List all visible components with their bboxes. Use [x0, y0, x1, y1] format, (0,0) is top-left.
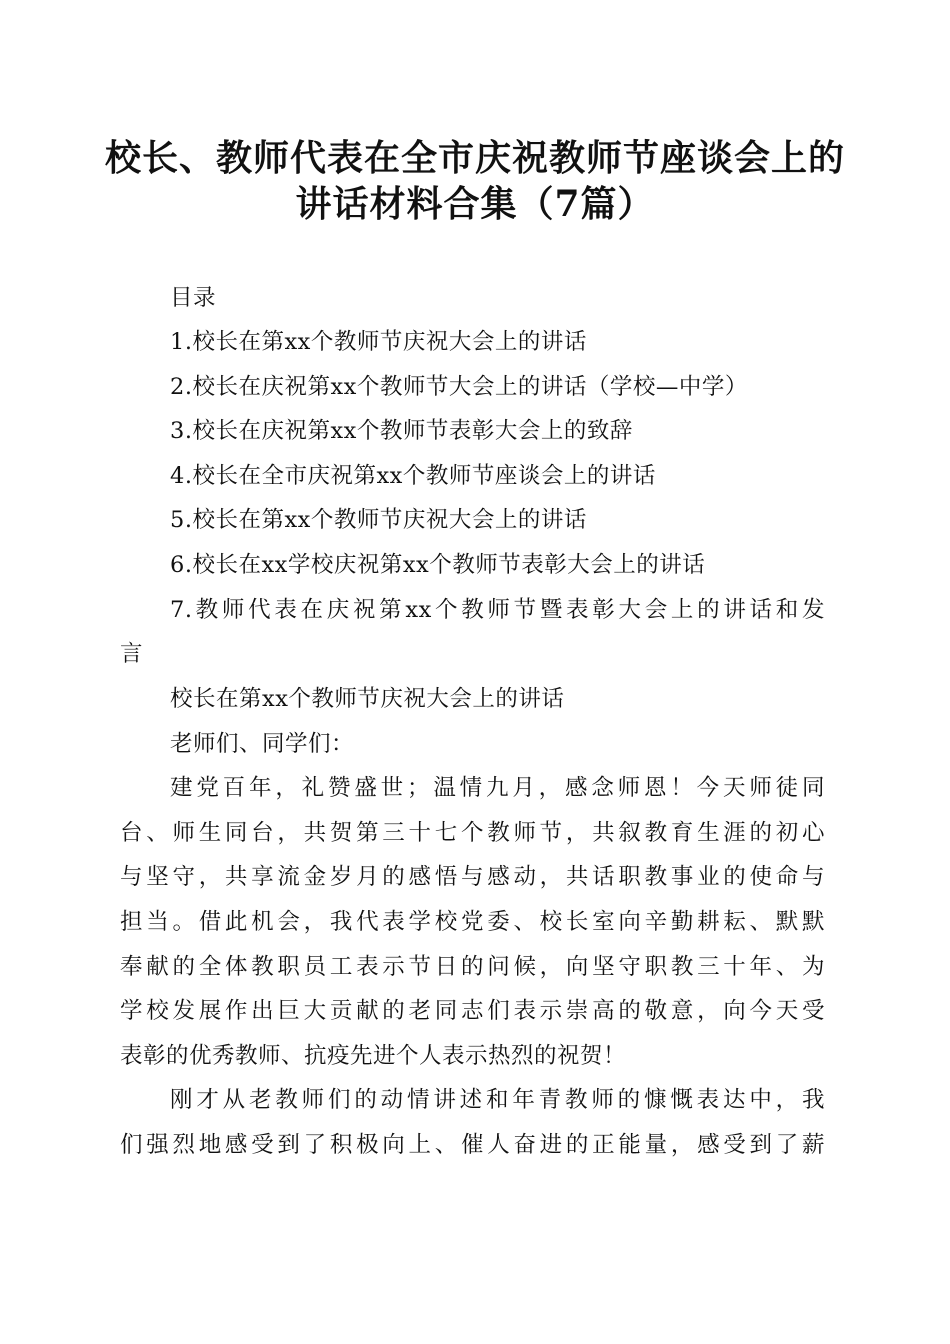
toc-item: 3.校长在庆祝第xx个教师节表彰大会上的致辞	[170, 418, 633, 444]
speech-title: 校长在第xx个教师节庆祝大会上的讲话	[170, 686, 565, 712]
paragraph-line: 奉献的全体教职员工表示节日的问候，向坚守职教三十年、为	[120, 954, 825, 980]
toc-item: 1.校长在第xx个教师节庆祝大会上的讲话	[170, 329, 587, 355]
paragraph-line: 刚才从老教师们的动情讲述和年青教师的慷慨表达中，我	[170, 1087, 825, 1113]
paragraph-line: 们强烈地感受到了积极向上、催人奋进的正能量，感受到了薪	[120, 1132, 825, 1158]
paragraph-line: 表彰的优秀教师、抗疫先进个人表示热烈的祝贺！	[120, 1043, 627, 1069]
toc-item: 5.校长在第xx个教师节庆祝大会上的讲话	[170, 507, 587, 533]
document-title-line-1: 校长、教师代表在全市庆祝教师节座谈会上的	[104, 137, 845, 179]
toc-heading: 目录	[170, 285, 217, 311]
paragraph-line: 与坚守，共享流金岁月的感悟与感动，共话职教事业的使命与	[120, 864, 825, 890]
paragraph-line: 担当。借此机会，我代表学校党委、校长室向辛勤耕耘、默默	[120, 909, 825, 935]
salutation: 老师们、同学们：	[170, 731, 355, 757]
toc-item: 4.校长在全市庆祝第xx个教师节座谈会上的讲话	[170, 463, 656, 489]
toc-item-continuation: 言	[120, 641, 144, 667]
paragraph-line: 学校发展作出巨大贡献的老同志们表示崇高的敬意，向今天受	[120, 998, 825, 1024]
toc-item: 2.校长在庆祝第xx个教师节大会上的讲话（学校—中学）	[170, 374, 748, 400]
document-title-line-2: 讲话材料合集（7篇）	[295, 183, 655, 225]
paragraph-line: 建党百年，礼赞盛世；温情九月，感念师恩！今天师徒同	[170, 775, 825, 801]
toc-item: 7.教师代表在庆祝第xx个教师节暨表彰大会上的讲话和发	[170, 597, 825, 623]
paragraph-line: 台、师生同台，共贺第三十七个教师节，共叙教育生涯的初心	[120, 820, 825, 846]
toc-item: 6.校长在xx学校庆祝第xx个教师节表彰大会上的讲话	[170, 552, 706, 578]
